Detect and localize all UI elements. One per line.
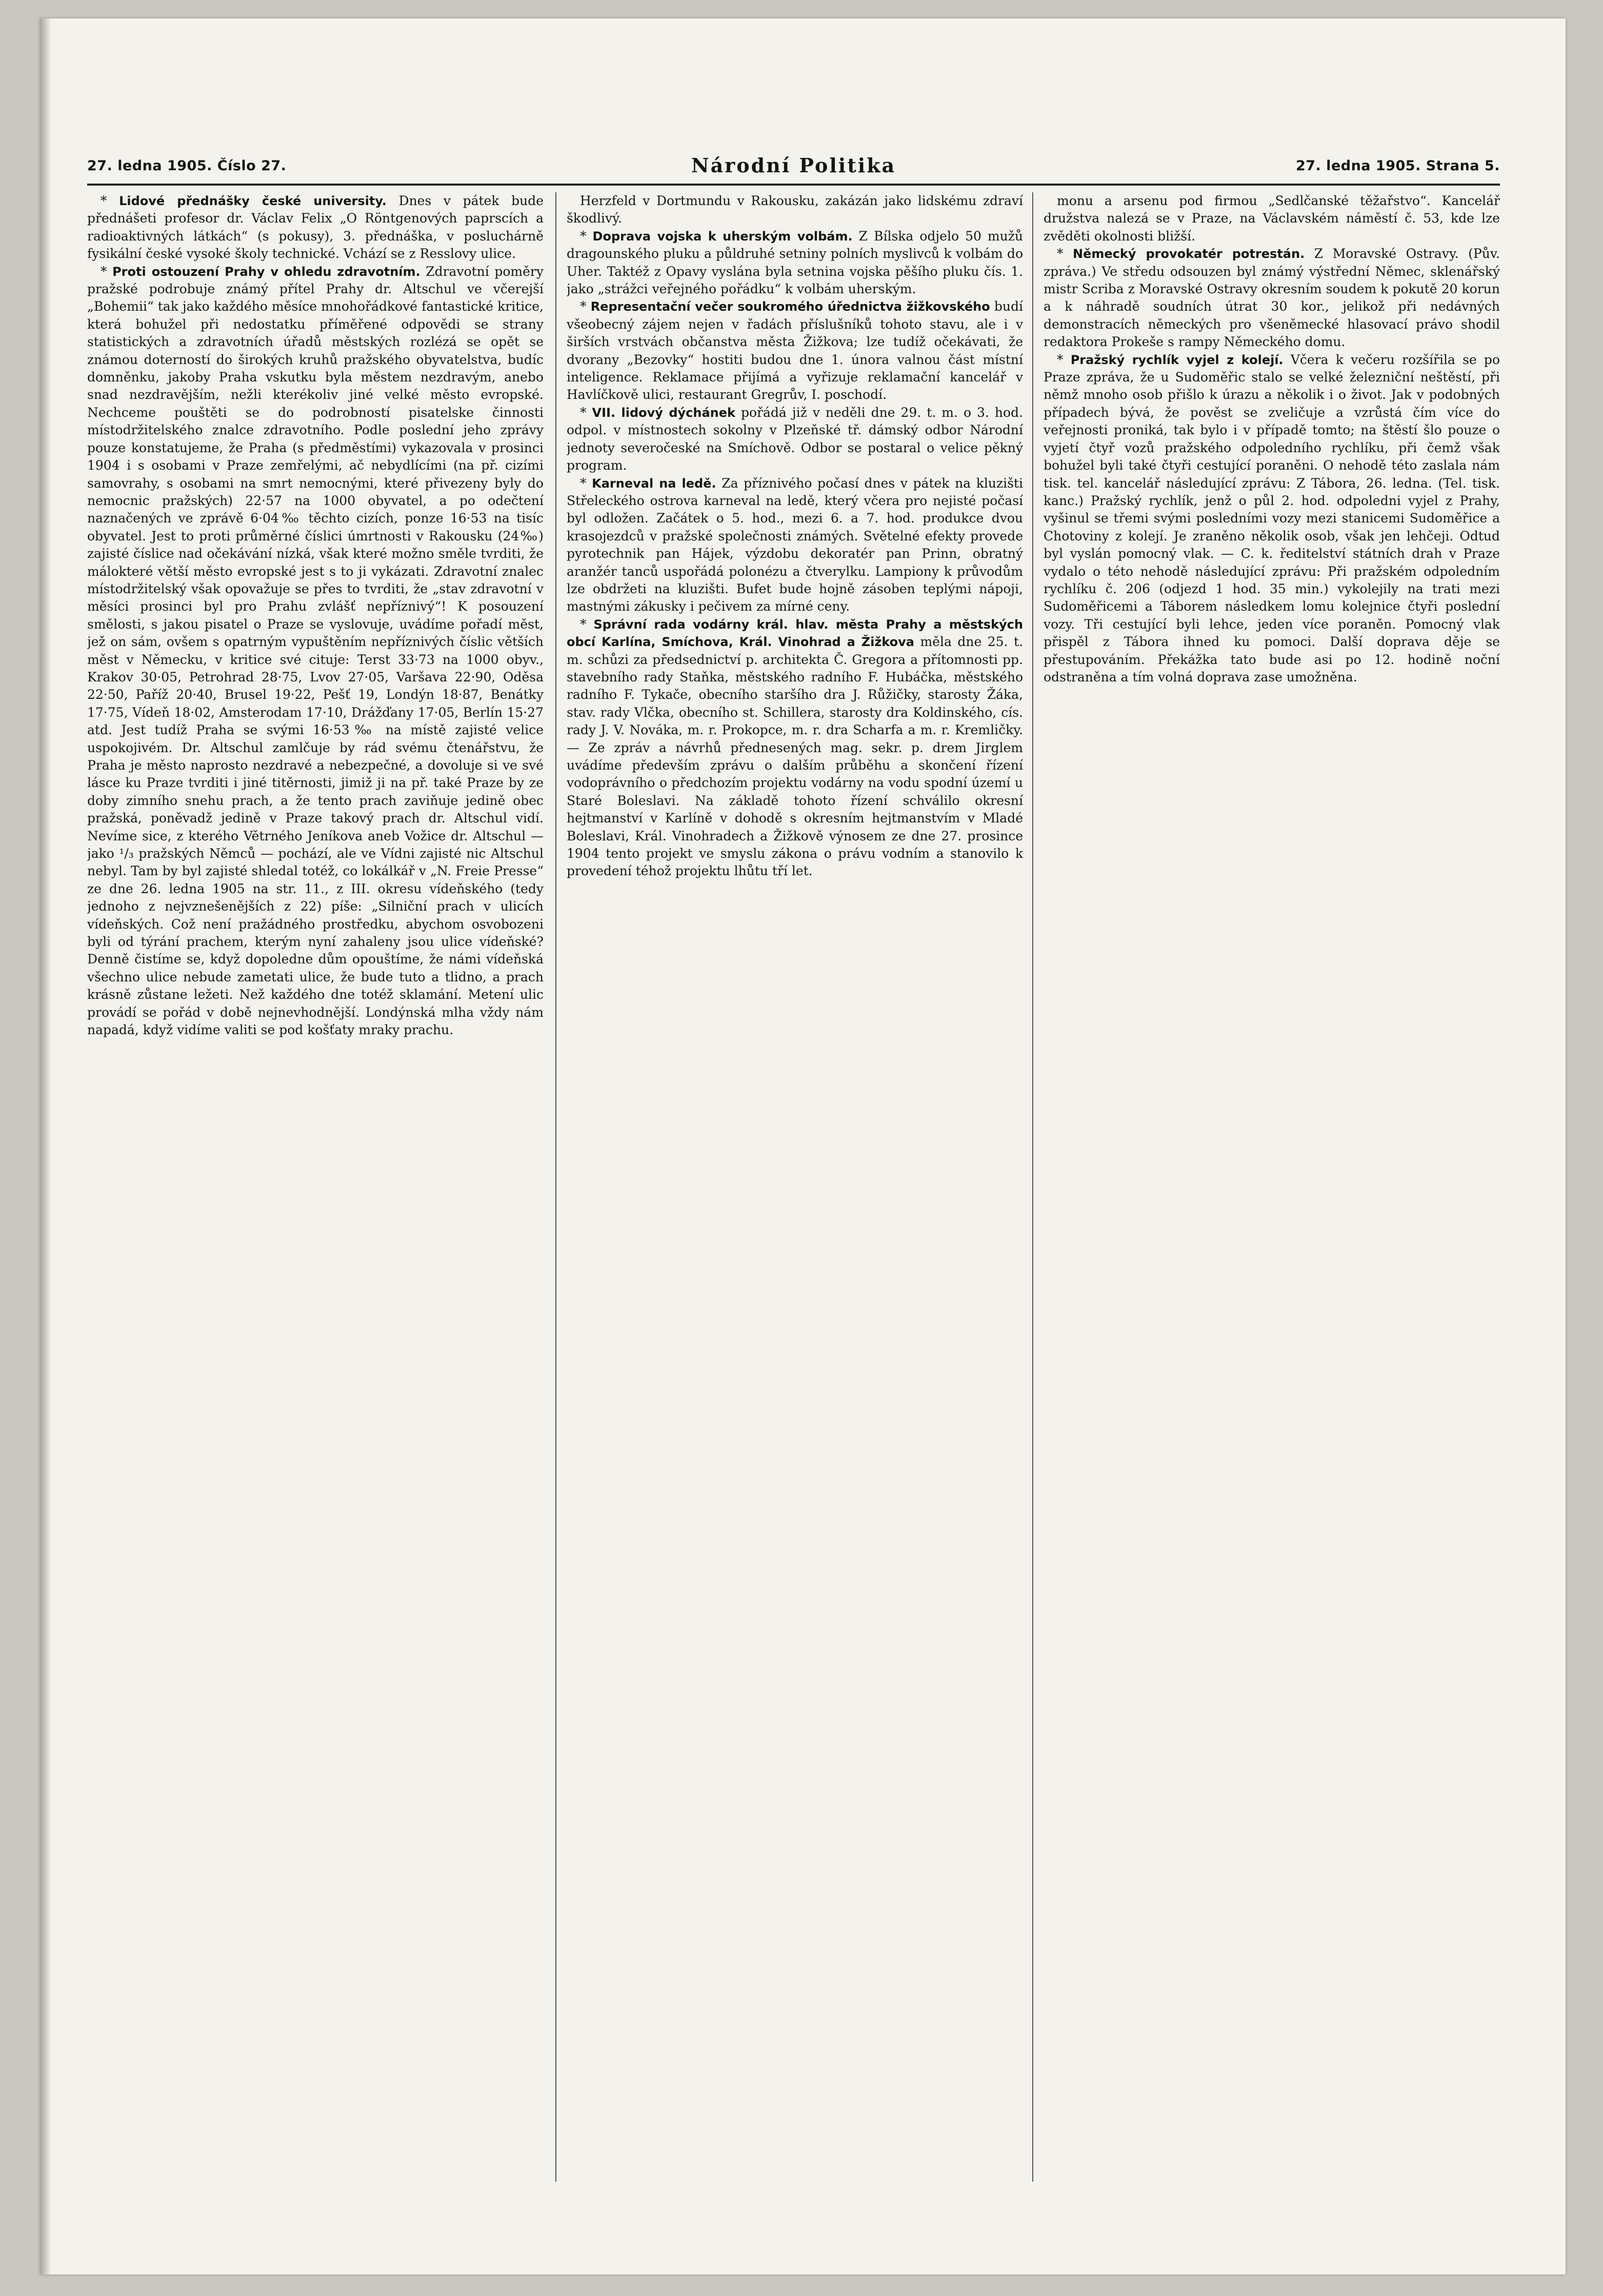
column-3 bbox=[1044, 192, 1500, 2192]
article-headline: Lidové přednášky české university. bbox=[119, 194, 387, 208]
article bbox=[1044, 192, 1500, 245]
article-body: Za příznivého počasí dnes v pátek na kluzišti Střeleckého ostrova karneval na ledě, který včera pro nejisté počasí byl odložen. Začátek o 5. hod., mezi 6. a 7. hod. produkce dvou krasojezdců v pražské společnosti známých. Světelné efekty provede pyrotechnik pan Hájek, výzdobu dekoratér pan Prinn, obratný aranžér tanců uspořádá polonézu a čtverylku. Lampiony k průvodům lze obdržeti na kluzišti. Bufet bude hojně zásoben teplými nápoji, mastnými zákusky i pečivem za mírné ceny. bbox=[567, 475, 1023, 614]
column-divider bbox=[1032, 192, 1033, 2182]
header-date-page: 27. ledna 1905. Strana 5. bbox=[1295, 158, 1500, 174]
article-body: pořádá již v neděli dne 29. t. m. o 3. hod. odpol. v místnostech sokolny v Plzeňské tř. dámský odbor Národní jednoty severočeské na Smíchově. Odbor se postaral o velice pěkný program. bbox=[567, 405, 1023, 473]
article: * Doprava vojska k uherským volbám. Z Bílska odjelo 50 mužů dragounského pluku a půldruhé setniny polních myslivců k volbám do Uher. Taktéž z Opavy vyslána byla setnina vojska pěšího pluku čís. 1. jako „strážci veřejného pořádku“ k volbám uherským. bbox=[567, 228, 1023, 297]
article-headline: Pražský rychlík vyjel z kolejí. bbox=[1070, 352, 1284, 367]
masthead-title: Národní Politika bbox=[691, 154, 896, 177]
page-header bbox=[87, 154, 1500, 185]
column-2 bbox=[567, 192, 1023, 2192]
header-rule bbox=[87, 184, 1500, 186]
article-headline: Karneval na ledě. bbox=[592, 476, 716, 491]
article-body: Z Moravské Ostravy. (Pův. zpráva.) Ve středu odsouzen byl známý výstřední Němec, sklenářský mistr Scriba z Moravské Ostravy okresním soudem k pokutě 20 korun a k náhradě soudních útrat 30 kor., jelikož při nedávných demonstracích německých pro všeněmecké hlasovací právo shodil redaktora Prokeše s rampy Německého domu. bbox=[1044, 246, 1500, 350]
article: * Representační večer soukromého úřednictva žižkovského budí všeobecný zájem nejen v řadách příslušníků tohoto stavu, ale i v širších vrstvách občanstva města Žižkova; lze tudíž očekávati, že dvorany „Bezovky“ hostiti budou dne 1. února valnou část místní inteligence. Reklamace přijímá a vyřizuje reklamační kancelář v Havlíčkově ulici, restaurant Gregrův, I. poschodí. bbox=[567, 299, 1023, 402]
article: * VII. lidový dýchánek pořádá již v neděli dne 29. t. m. o 3. hod. odpol. v místnostech sokolny v Plzeňské tř. dámský odbor Národní jednoty severočeské na Smíchově. Odbor se postaral o velice pěkný program. bbox=[567, 405, 1023, 473]
article: * Pražský rychlík vyjel z kolejí. Včera k večeru rozšířila se po Praze zpráva, že u Sudoměřic stalo se velké železniční neštěstí, při němž mnoho osob přišlo k úrazu a několik i o život. Jak v podobných případech bývá, že pověst se zveličuje a vzrůstá čím více do veřejnosti proniká, tak bylo i v případě tomto; na štěstí šlo pouze o vyjetí čtyř vozů pražského odpoledního rychlíku, při čemž však bohužel byli také čtyři cestující poraněni. O nehodě této zaslala nám tisk. tel. kancelář následující zprávu: Z Tábora, 26. ledna. (Tel. tisk. kanc.) Pražský rychlík, jenž o půl 2. hod. odpoledni vyjel z Prahy, vyšinul se třemi svými posledními vozy mezi stanicemi Sudoměřice a Chotoviny z kolejí. Je zraněno několik osob, však jen lehčeji. Odtud byl vyslán pomocný vlak. — C. k. ředitelství státních drah v Praze vydalo o této nehodě následující zprávu: Při pražském odpoledním rychlíku č. 206 (odjezd 1 hod. 35 min.) vykolejily na trati mezi Sudoměřicemi a Táborem následkem lomu kolejnice čtyři poslední vozy. Tři cestující byli lehce, jeden více poraněn. Pomocný vlak přispěl z Tábora ihned ku pomoci. Další doprava děje se přestupováním. Překážka tato bude asi po 12. hodině noční odstraněna a tím volná doprava zase umožněna. bbox=[1044, 352, 1500, 684]
article-body: Včera k večeru rozšířila se po Praze zpráva, že u Sudoměřic stalo se velké železniční neštěstí, při němž mnoho osob přišlo k úrazu a několik i o život. Jak v podobných případech bývá, že pověst se zveličuje a vzrůstá čím více do veřejnosti proniká, tak bylo i v případě tomto; na štěstí šlo pouze o vyjetí čtyř vozů pražského odpoledního rychlíku, při čemž však bohužel byli také čtyři cestující poraněni. O nehodě této zaslala nám tisk. tel. kancelář následující zprávu: Z Tábora, 26. ledna. (Tel. tisk. kanc.) Pražský rychlík, jenž o půl 2. hod. odpoledni vyjel z Prahy, vyšinul se třemi svými posledními vozy mezi stanicemi Sudoměřice a Chotoviny z kolejí. Je zraněno několik osob, však jen lehčeji. Odtud byl vyslán pomocný vlak. — C. k. ředitelství státních drah v Praze vydalo o této nehodě následující zprávu: Při pražském odpoledním rychlíku č. 206 (odjezd 1 hod. 35 min.) vykolejily na trati mezi Sudoměřicemi a Táborem následkem lomu kolejnice čtyři poslední vozy. Tři cestující byli lehce, jeden více poraněn. Pomocný vlak přispěl z Tábora ihned ku pomoci. Další doprava děje se přestupováním. Překážka tato bude asi po 12. hodině noční odstraněna a tím volná doprava zase umožněna. bbox=[1044, 352, 1500, 684]
header-date-issue: 27. ledna 1905. Číslo 27. bbox=[87, 158, 287, 174]
article-body: Dnes v pátek bude přednášeti profesor dr. Václav Felix „O Röntgenových paprscích a radioaktivných látkách“ (s pokusy), 3. přednáška, v posluchárně fysikální české vysoké školy technické. Vchází se z Resslovy ulice. bbox=[87, 193, 544, 261]
article-body: monu a arsenu pod firmou „Sedlčanské těžařstvo“. Kancelář družstva nalezá se v Praze, na Václavském náměstí č. 53, kde lze zvěděti okolnosti bližší. bbox=[1044, 193, 1500, 244]
article: * Karneval na ledě. Za příznivého počasí dnes v pátek na kluzišti Střeleckého ostrova karneval na ledě, který včera pro nejisté počasí byl odložen. Začátek o 5. hod., mezi 6. a 7. hod. produkce dvou krasojezdců v pražské společnosti známých. Světelné efekty provede pyrotechnik pan Hájek, výzdobu dekoratér pan Prinn, obratný aranžér tanců uspořádá polonézu a čtverylku. Lampiony k průvodům lze obdržeti na kluzišti. Bufet bude hojně zásoben teplými nápoji, mastnými zákusky i pečivem za mírné ceny. bbox=[567, 475, 1023, 614]
article-body: budí všeobecný zájem nejen v řadách příslušníků tohoto stavu, ale i v širších vrstvách občanstva města Žižkova; lze tudíž očekávati, že dvorany „Bezovky“ hostiti budou dne 1. února valnou část místní inteligence. Reklamace přijímá a vyřizuje reklamační kancelář v Havlíčkově ulici, restaurant Gregrův, I. poschodí. bbox=[567, 299, 1023, 402]
article-body: měla dne 25. t. m. schůzi za předsednictví p. architekta Č. Gregora a přítomnosti pp. stavebního rady Staňka, městského radního F. Hubáčka, městského radního F. Tykače, obecního staršího dra J. Růžičky, starosty Žáka, stav. rady Vlčka, obecního st. Schillera, starosty dra Koldinského, cís. rady J. V. Nováka, m. r. Prokopce, m. r. dra Scharfa a m. r. Kremličky. — Ze zpráv a návrhů přednesených mag. sekr. p. drem Jirglem uvádíme především zprávu o dalším průběhu a skončení řízení vodoprávního o předchozím projektu vodárny na vodu spodní území u Staré Boleslavi. Na základě tohoto řízení schválilo okresní hejtmanství v Karlíně v dohodě s okresním hejtmanstvím v Mladé Boleslavi, Král. Vinohradech a Žižkově výnosem ze dne 27. prosince 1904 tento projekt ve smyslu zákona o právu vodním a stanovilo k provedení téhož projektu lhůtu tří let. bbox=[567, 634, 1023, 879]
article: * Správní rada vodárny král. hlav. města Prahy a městských obcí Karlína, Smíchova, Král. Vinohrad a Žižkova měla dne 25. t. m. schůzi za předsednictví p. architekta Č. Gregora a přítomnosti pp. stavebního rady Staňka, městského radního F. Hubáčka, městského radního F. Tykače, obecního staršího dra J. Růžičky, starosty Žáka, stav. rady Vlčka, obecního st. Schillera, starosty dra Koldinského, cís. rady J. V. Nováka, m. r. Prokopce, m. r. dra Scharfa a m. r. Kremličky. — Ze zpráv a návrhů přednesených mag. sekr. p. drem Jirglem uvádíme především zprávu o dalším průběhu a skončení řízení vodoprávního o předchozím projektu vodárny na vodu spodní území u Staré Boleslavi. Na základě tohoto řízení schválilo okresní hejtmanství v Karlíně v dohodě s okresním hejtmanstvím v Mladé Boleslavi, Král. Vinohradech a Žižkově výnosem ze dne 27. prosince 1904 tento projekt ve smyslu zákona o právu vodním a stanovilo k provedení téhož projektu lhůtu tří let. bbox=[567, 616, 1023, 879]
article-headline: Německý provokatér potrestán. bbox=[1073, 247, 1305, 261]
article-headline: Proti ostouzení Prahy v ohledu zdravotním. bbox=[112, 264, 420, 279]
article: * Lidové přednášky české university. Dnes v pátek bude přednášeti profesor dr. Václav Felix „O Röntgenových paprscích a radioaktivných látkách“ (s pokusy), 3. přednáška, v posluchárně fysikální české vysoké školy technické. Vchází se z Resslovy ulice. bbox=[87, 193, 544, 261]
article-headline: VII. lidový dýchánek bbox=[592, 405, 735, 420]
page-edge bbox=[40, 18, 51, 2274]
article-body: Z Bílska odjelo 50 mužů dragounského pluku a půldruhé setniny polních myslivců k volbám do Uher. Taktéž z Opavy vyslána byla setnina vojska pěšího pluku čís. 1. jako „strážci veřejného pořádku“ k volbám uherským. bbox=[567, 228, 1023, 297]
article-headline: Representační večer soukromého úřednictva žižkovského bbox=[590, 299, 990, 314]
article: * Proti ostouzení Prahy v ohledu zdravotním. Zdravotní poměry pražské podrobuje známý přítel Prahy dr. Altschul ve včerejší „Bohemii“ tak jako každého měsíce mnohořádkové fantastické kritice, která bohužel při nedostatku příměřené odpovědi se strany statistických a zdravotních úřadů městských rozlézá se opět se známou doterností do širokých kruhů pražského obyvatelstva, budíc domněnku, jakoby Praha vskutku byla městem nezdravým, anebo snad nezdravějším, nežli kterékoliv jiné velké město evropské. Nechceme pouštěti se do podrobností pisatelske činnosti místodržitelského znalce zdravotního. Podle poslední jeho zprávy pouze konstatujeme, že Praha (s předměstími) vykazovala v prosinci 1904 i s osobami v Praze zemřelými, ač nebydlícími (na př. cizími samovrahy, s osobami na smrt nemocnými, které přivezeny byly do nemocnic pražských) 22·57 na 1000 obyvatel, a po odečtení naznačených ve zprávě 6·04‰ těchto cizích, ponze 16·53 na tisíc obyvatel. Jest to proti průměrné číslici úmrtnosti v Rakousku (24‰) zajisté číslice nad očekávání nízká, však které možno směle tvrditi, že málokteré větší město evropské jest s to ji vykázati. Zdravotní znalec místodržitelský však opovažuje se přes to tvrditi, že „stav zdravotní v měsíci prosinci byl pro Prahu zvlášť nepříznivý“! K posouzení smělosti, s jakou pisatel o Praze se vyslovuje, uvádíme pořadí měst, jež on sám, ovšem s opatrným vypuštěním nepříznivých číslic větších měst v Německu, v kritice své cituje: Terst 33·73 na 1000 obyv., Krakov 30·05, Petrohrad 28·75, Lvov 27·05, Varšava 22·90, Oděsa 22·50, Paříž 20·40, Brusel 19·22, Pešť 19, Londýn 18·87, Benátky 17·75, Vídeň 18·02, Amsterodam 17·10, Drážďany 17·05, Berlín 15·27 atd. Jest tudíž Praha se svými 16·53‰ na místě zajisté velice uspokojivém. Dr. Altschul zamlčuje by rád svému čtenářstvu, že Praha je město naprosto nezdravé a nebezpečné, a dovoluje si ve své lásce ku Praze tvrditi i jiné titěrnosti, jimiž ji na př. také Praze by ze doby zimního snehu prach, a že tento prach zaviňuje jedině obec pražská, poněvadž jedině v Praze takový prach dr. Altschul vidí. Nevíme sice, z kterého Větrného Jeníkova aneb Vožice dr. Altschul — jako ¹/₃ pražských Němců — pochází, ale ve Vídni zajisté nic Altschul nebyl. Tam by byl zajisté shledal totéž, co lokálkář v „N. Freie Presse“ ze dne 26. ledna 1905 na str. 11., z III. okresu vídeňského (tedy jednoho z nejvznešenějších z 22) píše: „Silniční prach v ulicích vídeňských. Což není pražádného prostředku, abychom osvobozeni byli od týrání prachem, kterým nyní zahaleny jsou ulice vídeňské? Denně čistíme se, když dopoledne dům opouštíme, že námi vídeňská všechno ulice nebude zametati ulice, že bude tuto a tlidno, a prach krásně zůstane ležeti. Než každého dne totéž sklamání. Metení ulic provádí se pořád v době nejnevhodnější. Londýnská mlha vždy nám napadá, když vidíme valiti se pod košťaty mraky prachu. bbox=[87, 264, 544, 1038]
column-divider bbox=[555, 192, 556, 2182]
article-body: Zdravotní poměry pražské podrobuje známý přítel Prahy dr. Altschul ve včerejší „Bohemii“ tak jako každého měsíce mnohořádkové fantastické kritice, která bohužel při nedostatku příměřené odpovědi se strany statistických a zdravotních úřadů městských rozlézá se opět se známou doterností do širokých kruhů pražského obyvatelstva, budíc domněnku, jakoby Praha vskutku byla městem nezdravým, anebo snad nezdravějším, nežli kterékoliv jiné velké město evropské. Nechceme pouštěti se do podrobností pisatelske činnosti místodržitelského znalce zdravotního. Podle poslední jeho zprávy pouze konstatujeme, že Praha (s předměstími) vykazovala v prosinci 1904 i s osobami v Praze zemřelými, ač nebydlícími (na př. cizími samovrahy, s osobami na smrt nemocnými, které přivezeny byly do nemocnic pražských) 22·57 na 1000 obyvatel, a po odečtení naznačených ve zprávě 6·04‰ těchto cizích, ponze 16·53 na tisíc obyvatel. Jest to proti průměrné číslici úmrtnosti v Rakousku (24‰) zajisté číslice nad očekávání nízká, však které možno směle tvrditi, že málokteré větší město evropské jest s to ji vykázati. Zdravotní znalec místodržitelský však opovažuje se přes to tvrditi, že „stav zdravotní v měsíci prosinci byl pro Prahu zvlášť nepříznivý“! K posouzení smělosti, s jakou pisatel o Praze se vyslovuje, uvádíme pořadí měst, jež on sám, ovšem s opatrným vypuštěním nepříznivých číslic větších měst v Německu, v kritice své cituje: Terst 33·73 na 1000 obyv., Krakov 30·05, Petrohrad 28·75, Lvov 27·05, Varšava 22·90, Oděsa 22·50, Paříž 20·40, Brusel 19·22, Pešť 19, Londýn 18·87, Benátky 17·75, Vídeň 18·02, Amsterodam 17·10, Drážďany 17·05, Berlín 15·27 atd. Jest tudíž Praha se svými 16·53‰ na místě zajisté velice uspokojivém. Dr. Altschul zamlčuje by rád svému čtenářstvu, že Praha je město naprosto nezdravé a nebezpečné, a dovoluje si ve své lásce ku Praze tvrditi i jiné titěrnosti, jimiž ji na př. také Praze by ze doby zimního snehu prach, a že tento prach zaviňuje jedině obec pražská, poněvadž jedině v Praze takový prach dr. Altschul vidí. Nevíme sice, z kterého Větrného Jeníkova aneb Vožice dr. Altschul — jako ¹/₃ pražských Němců — pochází, ale ve Vídni zajisté nic Altschul nebyl. Tam by byl zajisté shledal totéž, co lokálkář v „N. Freie Presse“ ze dne 26. ledna 1905 na str. 11., z III. okresu vídeňského (tedy jednoho z nejvznešenějších z 22) píše: „Silniční prach v ulicích vídeňských. Což není pražádného prostředku, abychom osvobozeni byli od týrání prachem, kterým nyní zahaleny jsou ulice vídeňské? Denně čistíme se, když dopoledne dům opouštíme, že námi vídeňská všechno ulice nebude zametati ulice, že bude tuto a tlidno, a prach krásně zůstane ležeti. Než každého dne totéž sklamání. Metení ulic provádí se pořád v době nejnevhodnější. Londýnská mlha vždy nám napadá, když vidíme valiti se pod košťaty mraky prachu. bbox=[87, 264, 544, 1038]
article: * Německý provokatér potrestán. Z Moravské Ostravy. (Pův. zpráva.) Ve středu odsouzen byl známý výstřední Němec, sklenářský mistr Scriba z Moravské Ostravy okresním soudem k pokutě 20 korun a k náhradě soudních útrat 30 kor., jelikož při nedávných demonstracích německých pro všeněmecké hlasovací právo shodil redaktora Prokeše s rampy Německého domu. bbox=[1044, 246, 1500, 350]
column-1 bbox=[87, 192, 544, 2192]
article-headline: Správní rada vodárny král. hlav. města Prahy a městských obcí Karlína, Smíchova, Král. Vinohrad a Žižkova bbox=[567, 617, 1023, 650]
article bbox=[567, 192, 1023, 228]
article-body: Herzfeld v Dortmundu v Rakousku, zakázán jako lidskému zdraví škodlivý. bbox=[567, 193, 1023, 226]
article-headline: Doprava vojska k uherským volbám. bbox=[592, 229, 853, 244]
